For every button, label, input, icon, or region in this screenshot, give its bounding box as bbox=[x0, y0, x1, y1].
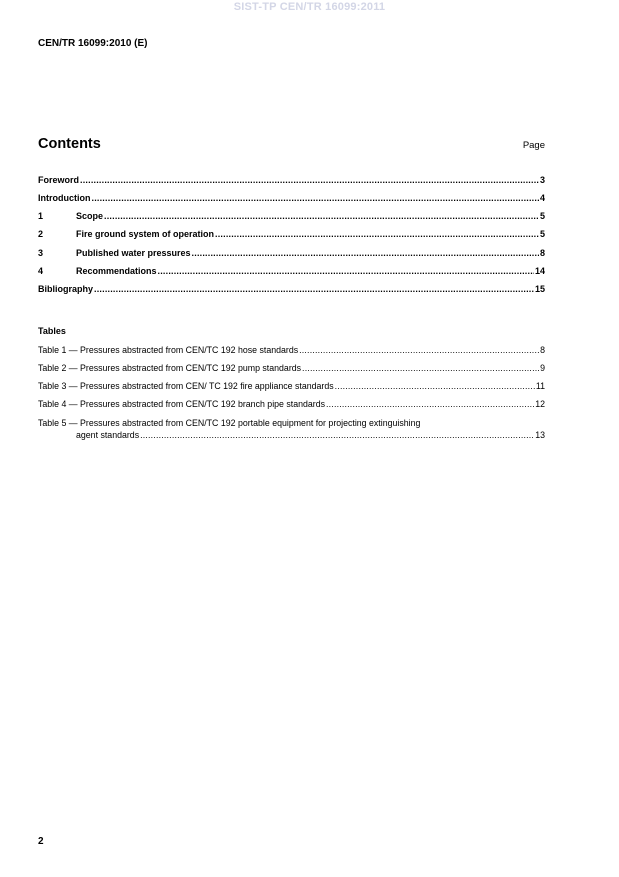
toc-entry-bibliography[interactable] bbox=[38, 284, 545, 297]
toc-entry-title: Published water pressures bbox=[76, 248, 191, 258]
dot-leader bbox=[104, 211, 539, 221]
toc-entry-number: 4 bbox=[38, 266, 44, 276]
dot-leader bbox=[158, 266, 534, 276]
table-entry-title-line1: Table 5 — Pressures abstracted from CEN/TC 192 portable equipment for projecting extinguishing bbox=[38, 418, 421, 428]
toc-entry-recommendations[interactable] bbox=[38, 266, 545, 279]
watermark: SIST-TP CEN/TR 16099:2011 bbox=[233, 1, 386, 13]
toc-entry-title: Foreword bbox=[38, 175, 80, 185]
dot-leader bbox=[140, 430, 534, 440]
table-entry-page: 13 bbox=[535, 430, 545, 440]
table-entry-page: 9 bbox=[540, 363, 545, 373]
toc-entry-fire-ground-system[interactable] bbox=[38, 229, 545, 242]
toc-entry-page: 3 bbox=[539, 175, 545, 185]
table-entry-3[interactable] bbox=[38, 381, 545, 394]
table-entry-page: 8 bbox=[540, 345, 545, 355]
toc-entry-page: 8 bbox=[539, 248, 545, 258]
table-entry-title: Table 4 — Pressures abstracted from CEN/TC 192 branch pipe standards bbox=[38, 399, 326, 409]
dot-leader bbox=[92, 193, 539, 203]
toc-entry-published-water-pressures[interactable] bbox=[38, 248, 545, 261]
dot-leader bbox=[192, 248, 539, 258]
table-entry-title: Table 3 — Pressures abstracted from CEN/ TC 192 fire appliance standards bbox=[38, 381, 334, 391]
toc-entry-page: 15 bbox=[534, 284, 545, 294]
table-entry-continuation bbox=[76, 430, 545, 443]
toc-entry-page: 5 bbox=[539, 229, 545, 239]
toc-entry-number: 1 bbox=[38, 211, 44, 221]
dot-leader bbox=[302, 363, 539, 373]
table-entry-page: 11 bbox=[535, 381, 545, 391]
table-entry-2[interactable] bbox=[38, 363, 545, 376]
toc-entry-title: Fire ground system of operation bbox=[76, 229, 215, 239]
table-entry-page: 12 bbox=[535, 399, 545, 409]
toc-entry-page: 4 bbox=[539, 193, 545, 203]
table-entry-1[interactable] bbox=[38, 345, 545, 358]
table-entry-title-line2: agent standards bbox=[76, 430, 140, 440]
toc-entry-title: Introduction bbox=[38, 193, 91, 203]
toc-entry-scope[interactable] bbox=[38, 211, 545, 224]
dot-leader bbox=[94, 284, 534, 294]
toc-entry-title: Bibliography bbox=[38, 284, 94, 294]
dot-leader bbox=[335, 381, 535, 391]
dot-leader bbox=[326, 399, 534, 409]
table-entry-4[interactable] bbox=[38, 399, 545, 412]
toc-entry-introduction[interactable] bbox=[38, 193, 545, 206]
toc-entry-number: 3 bbox=[38, 248, 44, 258]
toc-entry-page: 14 bbox=[534, 266, 545, 276]
toc-entry-number: 2 bbox=[38, 229, 44, 239]
toc-entry-foreword[interactable] bbox=[38, 175, 545, 188]
dot-leader bbox=[215, 229, 539, 239]
page-column-label: Page bbox=[522, 140, 545, 151]
table-entry-title: Table 1 — Pressures abstracted from CEN/TC 192 hose standards bbox=[38, 345, 299, 355]
toc-entry-title: Scope bbox=[76, 211, 104, 221]
dot-leader bbox=[299, 345, 539, 355]
toc-entry-page: 5 bbox=[539, 211, 545, 221]
dot-leader bbox=[80, 175, 539, 185]
toc-entry-title: Recommendations bbox=[76, 266, 157, 276]
document-header: CEN/TR 16099:2010 (E) bbox=[38, 38, 148, 49]
page-number: 2 bbox=[38, 836, 44, 847]
contents-title: Contents bbox=[38, 136, 101, 152]
table-entry-title: Table 2 — Pressures abstracted from CEN/TC 192 pump standards bbox=[38, 363, 302, 373]
tables-heading: Tables bbox=[38, 326, 66, 336]
